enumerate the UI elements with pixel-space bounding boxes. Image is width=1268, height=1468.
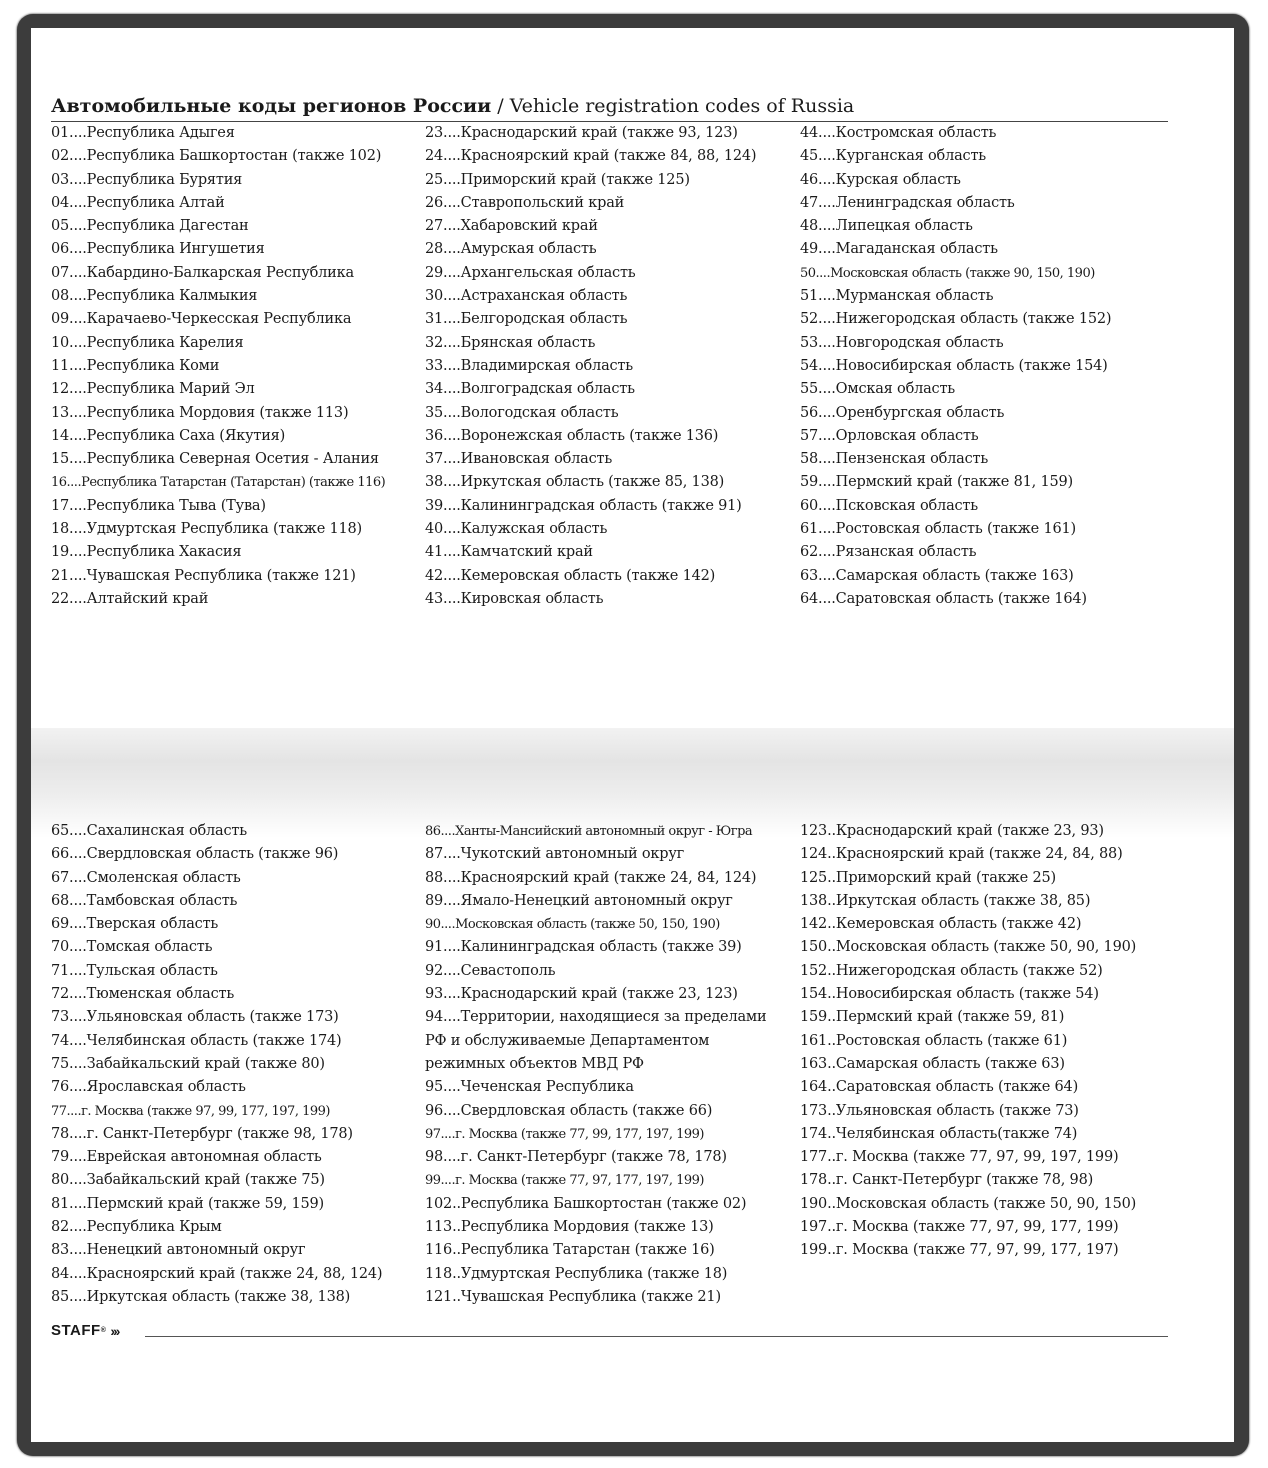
region-code-entry: 67....Смоленская область bbox=[51, 869, 241, 886]
bottom-column-1 bbox=[51, 820, 382, 1309]
region-code-entry: 28....Амурская область bbox=[425, 241, 597, 258]
region-code-entry: 163..Самарская область (также 63) bbox=[800, 1055, 1065, 1072]
region-code-entry: 63....Самарская область (также 163) bbox=[800, 567, 1074, 584]
region-code-entry: 102..Республика Башкортостан (также 02) bbox=[425, 1195, 747, 1212]
region-code-entry: 25....Приморский край (также 125) bbox=[425, 171, 690, 188]
page-title bbox=[51, 94, 854, 118]
region-code-entry: 72....Тюменская область bbox=[51, 986, 235, 1003]
region-code-entry: 33....Владимирская область bbox=[425, 357, 633, 374]
region-code-entry: 07....Кабардино-Балкарская Республика bbox=[51, 264, 354, 281]
region-code-entry: 47....Ленинградская область bbox=[800, 194, 1015, 211]
region-code-entry: 138..Иркутская область (также 38, 85) bbox=[800, 892, 1091, 909]
region-code-entry: 142..Кемеровская область (также 42) bbox=[800, 916, 1082, 933]
region-code-entry: 70....Томская область bbox=[51, 939, 213, 956]
region-code-entry: 08....Республика Калмыкия bbox=[51, 288, 258, 305]
region-code-entry: 53....Новгородская область bbox=[800, 334, 1004, 351]
region-code-entry: 22....Алтайский край bbox=[51, 590, 209, 607]
region-code-entry: 77....г. Москва (также 97, 99, 177, 197, 199) bbox=[51, 1103, 330, 1119]
region-code-entry: 85....Иркутская область (также 38, 138) bbox=[51, 1288, 351, 1305]
region-code-entry: 39....Калининградская область (также 91) bbox=[425, 497, 742, 514]
region-code-entry: 46....Курская область bbox=[800, 171, 961, 188]
region-code-entry: 41....Камчатский край bbox=[425, 544, 593, 561]
region-code-entry: 56....Оренбургская область bbox=[800, 404, 1005, 421]
region-code-entry: 31....Белгородская область bbox=[425, 311, 628, 328]
region-code-entry: 125..Приморский край (также 25) bbox=[800, 869, 1056, 886]
region-code-entry: 30....Астраханская область bbox=[425, 288, 628, 305]
region-code-entry: 80....Забайкальский край (также 75) bbox=[51, 1172, 325, 1189]
region-code-entry: 29....Архангельская область bbox=[425, 264, 636, 281]
region-code-entry: 34....Волгоградская область bbox=[425, 381, 635, 398]
region-code-entry: 152..Нижегородская область (также 52) bbox=[800, 962, 1103, 979]
region-code-entry: 150..Московская область (также 50, 90, 190) bbox=[800, 939, 1137, 956]
region-code-entry: 75....Забайкальский край (также 80) bbox=[51, 1055, 325, 1072]
region-code-entry: 26....Ставропольский край bbox=[425, 194, 625, 211]
region-code-entry: 68....Тамбовская область bbox=[51, 892, 238, 909]
region-code-entry: 93....Краснодарский край (также 23, 123) bbox=[425, 986, 738, 1003]
region-code-entry: 86....Ханты-Мансийский автономный округ - Югра bbox=[425, 824, 753, 839]
region-code-entry: 52....Нижегородская область (также 152) bbox=[800, 311, 1112, 328]
region-code-entry: 55....Омская область bbox=[800, 381, 955, 398]
region-code-entry: 49....Магаданская область bbox=[800, 241, 998, 258]
region-code-entry: режимных объектов МВД РФ bbox=[425, 1055, 644, 1072]
region-code-entry: 66....Свердловская область (также 96) bbox=[51, 846, 339, 863]
region-code-entry: 73....Ульяновская область (также 173) bbox=[51, 1009, 339, 1026]
region-code-entry: 94....Территории, находящиеся за пределами bbox=[425, 1009, 767, 1026]
region-code-entry: 199..г. Москва (также 77, 97, 99, 177, 197) bbox=[800, 1242, 1119, 1259]
region-code-entry: 48....Липецкая область bbox=[800, 218, 973, 235]
region-code-entry: 99....г. Москва (также 77, 97, 177, 197, 199) bbox=[425, 1173, 704, 1189]
footer-divider bbox=[145, 1336, 1168, 1337]
region-code-entry: 121..Чувашская Республика (также 21) bbox=[425, 1288, 721, 1305]
region-code-entry: 174..Челябинская область(также 74) bbox=[800, 1125, 1078, 1142]
region-code-entry: 57....Орловская область bbox=[800, 427, 979, 444]
region-code-entry: 64....Саратовская область (также 164) bbox=[800, 590, 1087, 607]
region-code-entry: 90....Московская область (также 50, 150, 190) bbox=[425, 917, 720, 933]
region-code-entry: 164..Саратовская область (также 64) bbox=[800, 1079, 1079, 1096]
region-code-entry: 124..Красноярский край (также 24, 84, 88) bbox=[800, 846, 1123, 863]
region-code-entry: 05....Республика Дагестан bbox=[51, 218, 249, 235]
region-code-entry: 60....Псковская область bbox=[800, 497, 978, 514]
region-code-entry: 13....Республика Мордовия (также 113) bbox=[51, 404, 349, 421]
region-code-entry: 62....Рязанская область bbox=[800, 544, 977, 561]
region-code-entry: 42....Кемеровская область (также 142) bbox=[425, 567, 716, 584]
region-code-entry: 11....Республика Коми bbox=[51, 357, 220, 374]
bottom-column-2 bbox=[425, 820, 766, 1309]
region-code-entry: 76....Ярославская область bbox=[51, 1079, 246, 1096]
logo-chevrons-icon: ››› bbox=[110, 1322, 119, 1339]
region-code-entry: 10....Республика Карелия bbox=[51, 334, 244, 351]
region-code-entry: 154..Новосибирская область (также 54) bbox=[800, 986, 1099, 1003]
region-code-entry: 06....Республика Ингушетия bbox=[51, 241, 265, 258]
region-code-entry: 95....Чеченская Республика bbox=[425, 1079, 634, 1096]
region-code-entry: 43....Кировская область bbox=[425, 590, 604, 607]
region-code-entry: 16....Республика Татарстан (Татарстан) (также 116) bbox=[51, 475, 386, 491]
region-code-entry: 173..Ульяновская область (также 73) bbox=[800, 1102, 1079, 1119]
bottom-column-3 bbox=[800, 820, 1136, 1263]
region-code-entry: 79....Еврейская автономная область bbox=[51, 1149, 322, 1166]
top-column-1 bbox=[51, 122, 385, 611]
region-code-entry: 27....Хабаровский край bbox=[425, 218, 598, 235]
region-code-entry: 197..г. Москва (также 77, 97, 99, 177, 199) bbox=[800, 1219, 1119, 1236]
region-code-entry: 83....Ненецкий автономный округ bbox=[51, 1242, 306, 1259]
region-code-entry: 38....Иркутская область (также 85, 138) bbox=[425, 474, 725, 491]
region-code-entry: 81....Пермский край (также 59, 159) bbox=[51, 1195, 324, 1212]
region-code-entry: 58....Пензенская область bbox=[800, 451, 989, 468]
region-code-entry: 23....Краснодарский край (также 93, 123) bbox=[425, 125, 738, 141]
region-code-entry: 36....Воронежская область (также 136) bbox=[425, 427, 719, 444]
region-code-entry: 02....Республика Башкортостан (также 102) bbox=[51, 148, 382, 165]
region-code-entry: 18....Удмуртская Республика (также 118) bbox=[51, 521, 363, 538]
region-code-entry: 03....Республика Бурятия bbox=[51, 171, 243, 188]
region-code-entry: 74....Челябинская область (также 174) bbox=[51, 1032, 342, 1049]
region-code-entry: 44....Костромская область bbox=[800, 125, 997, 141]
region-code-entry: 91....Калининградская область (также 39) bbox=[425, 939, 742, 956]
region-code-entry: 65....Сахалинская область bbox=[51, 823, 247, 839]
region-code-entry: 15....Республика Северная Осетия - Алания bbox=[51, 451, 379, 468]
staff-logo bbox=[51, 1322, 118, 1339]
region-code-entry: 98....г. Санкт-Петербург (также 78, 178) bbox=[425, 1149, 727, 1166]
region-code-entry: 40....Калужская область bbox=[425, 521, 608, 538]
title-russian: Автомобильные коды регионов России bbox=[51, 95, 492, 117]
region-code-entry: 04....Республика Алтай bbox=[51, 194, 225, 211]
region-code-entry: 96....Свердловская область (также 66) bbox=[425, 1102, 713, 1119]
region-code-entry: 14....Республика Саха (Якутия) bbox=[51, 427, 286, 444]
region-code-entry: 190..Московская область (также 50, 90, 150) bbox=[800, 1195, 1137, 1212]
region-code-entry: 92....Севастополь bbox=[425, 962, 556, 979]
region-code-entry: 159..Пермский край (также 59, 81) bbox=[800, 1009, 1065, 1026]
region-code-entry: 32....Брянская область bbox=[425, 334, 596, 351]
region-code-entry: 61....Ростовская область (также 161) bbox=[800, 521, 1077, 538]
region-code-entry: 177..г. Москва (также 77, 97, 99, 197, 199) bbox=[800, 1149, 1119, 1166]
title-english: / Vehicle registration codes of Russia bbox=[497, 95, 855, 117]
region-code-entry: 21....Чувашская Республика (также 121) bbox=[51, 567, 356, 584]
logo-registered-mark: ® bbox=[100, 1327, 107, 1334]
region-code-entry: 12....Республика Марий Эл bbox=[51, 381, 255, 398]
logo-text: STAFF bbox=[51, 1322, 101, 1339]
region-code-entry: 01....Республика Адыгея bbox=[51, 125, 235, 141]
top-column-3 bbox=[800, 122, 1111, 611]
region-code-entry: РФ и обслуживаемые Департаментом bbox=[425, 1032, 710, 1049]
region-code-entry: 82....Республика Крым bbox=[51, 1219, 222, 1236]
region-code-entry: 45....Курганская область bbox=[800, 148, 986, 165]
region-code-entry: 17....Республика Тыва (Тува) bbox=[51, 497, 266, 514]
region-code-entry: 113..Республика Мордовия (также 13) bbox=[425, 1219, 714, 1236]
top-column-2 bbox=[425, 122, 756, 611]
region-code-entry: 161..Ростовская область (также 61) bbox=[800, 1032, 1068, 1049]
region-code-entry: 89....Ямало-Ненецкий автономный округ bbox=[425, 892, 733, 909]
region-code-entry: 54....Новосибирская область (также 154) bbox=[800, 357, 1108, 374]
region-code-entry: 35....Вологодская область bbox=[425, 404, 619, 421]
region-code-entry: 24....Красноярский край (также 84, 88, 124) bbox=[425, 148, 757, 165]
region-code-entry: 118..Удмуртская Республика (также 18) bbox=[425, 1265, 728, 1282]
region-code-entry: 51....Мурманская область bbox=[800, 288, 994, 305]
region-code-entry: 37....Ивановская область bbox=[425, 451, 613, 468]
region-code-entry: 88....Красноярский край (также 24, 84, 124) bbox=[425, 869, 757, 886]
region-code-entry: 84....Красноярский край (также 24, 88, 124) bbox=[51, 1265, 383, 1282]
region-code-entry: 116..Республика Татарстан (также 16) bbox=[425, 1242, 715, 1259]
region-code-entry: 69....Тверская область bbox=[51, 916, 219, 933]
region-code-entry: 123..Краснодарский край (также 23, 93) bbox=[800, 823, 1104, 839]
region-code-entry: 19....Республика Хакасия bbox=[51, 544, 242, 561]
region-code-entry: 50....Московская область (также 90, 150, 190) bbox=[800, 265, 1095, 281]
region-code-entry: 178..г. Санкт-Петербург (также 78, 98) bbox=[800, 1172, 1094, 1189]
region-code-entry: 78....г. Санкт-Петербург (также 98, 178) bbox=[51, 1125, 353, 1142]
region-code-entry: 97....г. Москва (также 77, 99, 177, 197, 199) bbox=[425, 1126, 704, 1142]
region-code-entry: 87....Чукотский автономный округ bbox=[425, 846, 685, 863]
region-code-entry: 09....Карачаево-Черкесская Республика bbox=[51, 311, 352, 328]
region-code-entry: 71....Тульская область bbox=[51, 962, 218, 979]
region-code-entry: 59....Пермский край (также 81, 159) bbox=[800, 474, 1073, 491]
